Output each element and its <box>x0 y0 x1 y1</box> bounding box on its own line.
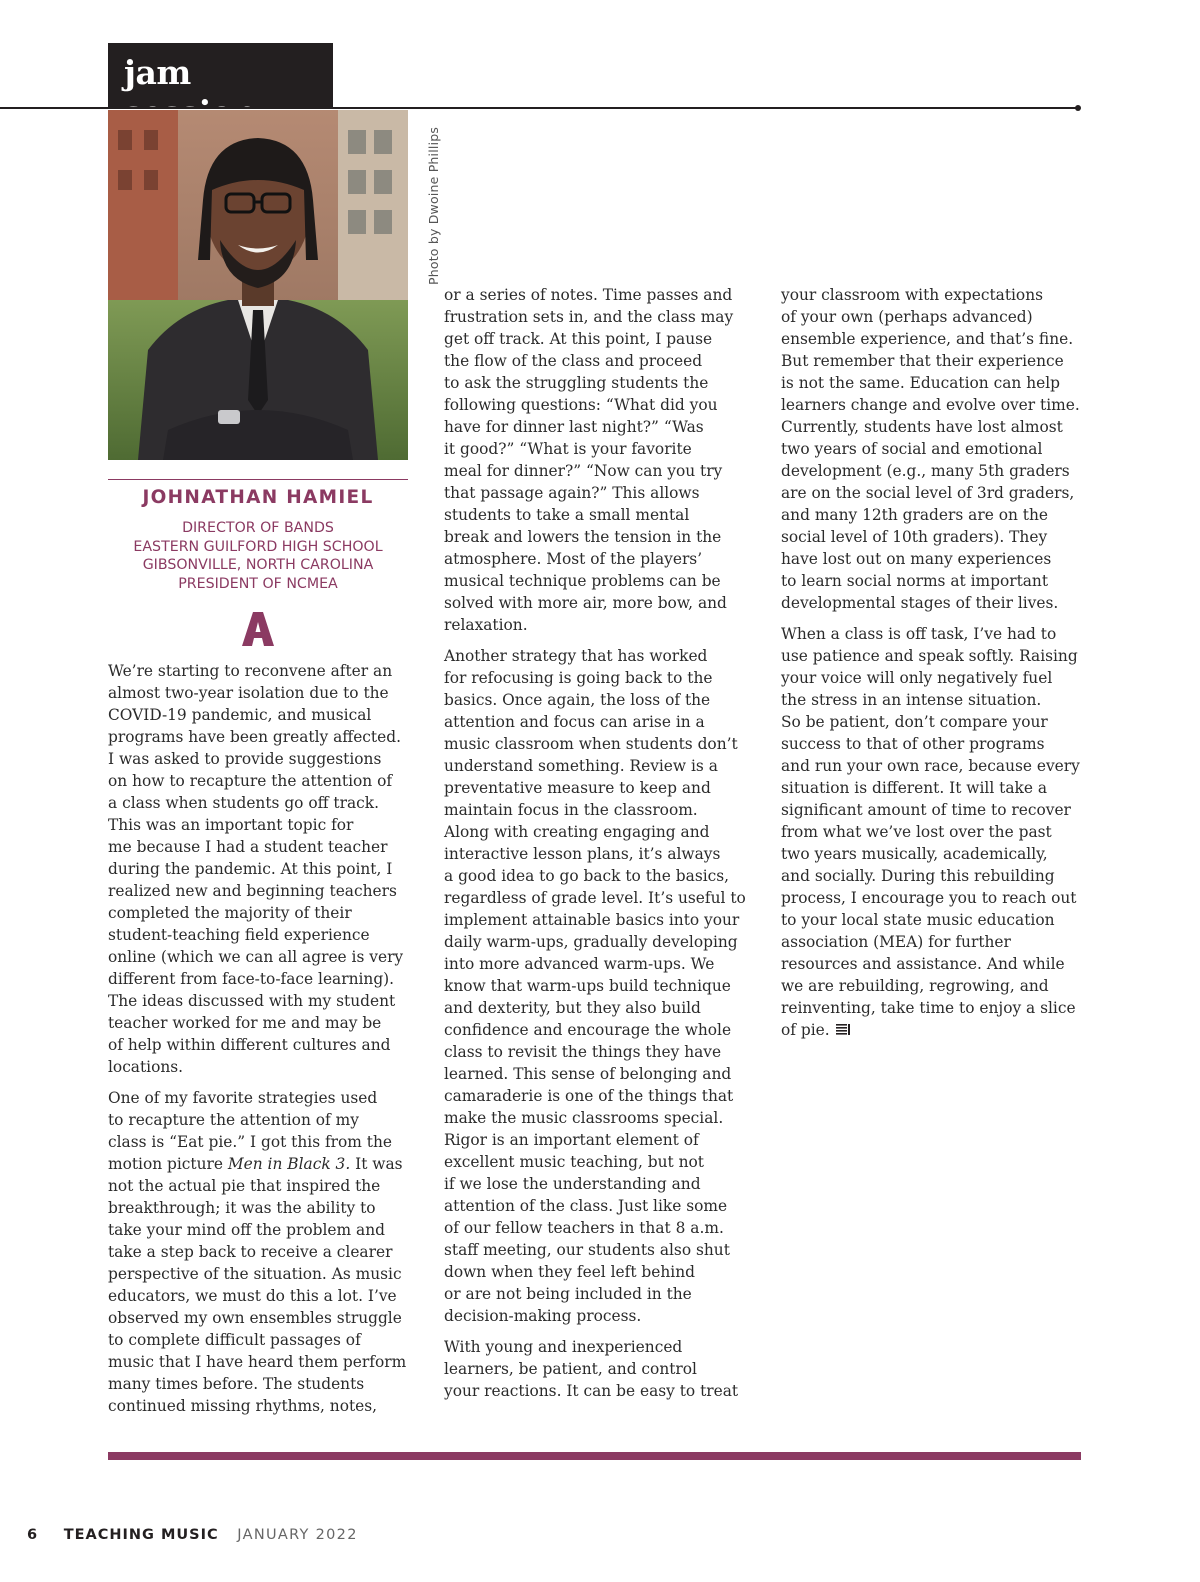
article-line: get off track. At this point, I pause <box>444 330 713 348</box>
article-line: know that warm-ups build technique <box>444 977 731 995</box>
article-column-1 <box>108 660 413 1426</box>
article-line: frustration sets in, and the class may <box>444 308 734 326</box>
article-paragraph <box>444 284 749 636</box>
article-line: meal for dinner?” “Now can you try <box>444 462 723 480</box>
article-line: me because I had a student teacher <box>108 838 388 856</box>
article-line: different from face-to-face learning). <box>108 970 395 988</box>
author-name: JOHNATHAN HAMIEL <box>142 487 374 508</box>
article-line: a class when students go off track. <box>108 794 379 812</box>
article-paragraph <box>108 660 413 1078</box>
article-line: implement attainable basics into your <box>444 911 740 929</box>
article-line: the flow of the class and proceed <box>444 352 703 370</box>
header-rule <box>0 107 1078 109</box>
article-line: music classroom when students don’t <box>444 735 738 753</box>
article-line: many times before. The students <box>108 1375 365 1393</box>
article-line: to recapture the attention of my <box>108 1111 359 1129</box>
article-line: motion picture Men in Black 3. It was <box>108 1155 403 1173</box>
article-line: music that I have heard them perform <box>108 1353 407 1371</box>
article-line: success to that of other programs <box>781 735 1045 753</box>
article-line: But remember that their experience <box>781 352 1064 370</box>
article-line: ensemble experience, and that’s fine. <box>781 330 1074 348</box>
article-line: regardless of grade level. It’s useful to <box>444 889 746 907</box>
article-line: association (MEA) for further <box>781 933 1011 951</box>
article-line: have lost out on many experiences <box>781 550 1052 568</box>
article-line: continued missing rhythms, notes, <box>108 1397 378 1415</box>
article-line: basics. Once again, the loss of the <box>444 691 711 709</box>
article-line: resources and assistance. And while <box>781 955 1065 973</box>
article-line: break and lowers the tension in the <box>444 528 722 546</box>
article-line: One of my favorite strategies used <box>108 1089 378 1107</box>
section-a-icon <box>240 612 276 646</box>
article-line: daily warm-ups, gradually developing <box>444 933 738 951</box>
magazine-name: TEACHING MUSIC <box>63 1527 219 1543</box>
article-line: relaxation. <box>444 616 528 634</box>
article-paragraph <box>444 1336 749 1402</box>
article-line: significant amount of time to recover <box>781 801 1071 819</box>
page-number: 6 <box>27 1527 38 1543</box>
article-line: teacher worked for me and may be <box>108 1014 382 1032</box>
author-photo <box>108 110 408 460</box>
article-line: social level of 10th graders). They <box>781 528 1048 546</box>
article-line: With young and inexperienced <box>444 1338 683 1356</box>
article-line: to learn social norms at important <box>781 572 1049 590</box>
article-line: your voice will only negatively fuel <box>781 669 1053 687</box>
article-line: staff meeting, our students also shut <box>444 1241 730 1259</box>
section-label: jam <box>124 53 191 92</box>
article-line: your reactions. It can be easy to treat <box>444 1382 739 1400</box>
article-line: solved with more air, more bow, and <box>444 594 727 612</box>
article-line: class is “Eat pie.” I got this from the <box>108 1133 392 1151</box>
article-line: Along with creating engaging and <box>444 823 710 841</box>
article-line: or are not being included in the <box>444 1285 692 1303</box>
article-line: learners, be patient, and control <box>444 1360 697 1378</box>
film-title: Men in Black 3. <box>227 1155 351 1173</box>
article-line: attention of the class. Just like some <box>444 1197 728 1215</box>
article-line: make the music classrooms special. <box>444 1109 724 1127</box>
article-column-3 <box>781 284 1086 1050</box>
article-line: attention and focus can arise in a <box>444 713 705 731</box>
article-line: of your own (perhaps advanced) <box>781 308 1033 326</box>
article-line: Currently, students have lost almost <box>781 418 1063 436</box>
article-line: during the pandemic. At this point, I <box>108 860 393 878</box>
article-line: and many 12th graders are on the <box>781 506 1048 524</box>
article-line: I was asked to provide suggestions <box>108 750 382 768</box>
author-photo-illustration <box>108 110 408 460</box>
article-line: if we lose the understanding and <box>444 1175 701 1193</box>
article-line: student-teaching field experience <box>108 926 370 944</box>
article-line: following questions: “What did you <box>444 396 718 414</box>
article-line: is not the same. Education can help <box>781 374 1060 392</box>
article-line: and run your own race, because every <box>781 757 1080 775</box>
article-line: decision-making process. <box>444 1307 642 1325</box>
author-title-line: PRESIDENT OF NCMEA <box>178 575 338 592</box>
article-paragraph <box>781 284 1086 614</box>
author-title-line: EASTERN GUILFORD HIGH SCHOOL <box>133 538 383 555</box>
article-line: to your local state music education <box>781 911 1055 929</box>
article-line: and socially. During this rebuilding <box>781 867 1055 885</box>
article-paragraph <box>108 1087 413 1417</box>
article-line: completed the majority of their <box>108 904 352 922</box>
article-line: developmental stages of their lives. <box>781 594 1059 612</box>
article-line: learners change and evolve over time. <box>781 396 1080 414</box>
article-line: maintain focus in the classroom. <box>444 801 698 819</box>
article-line: programs have been greatly affected. <box>108 728 401 746</box>
article-line: a good idea to go back to the basics, <box>444 867 730 885</box>
article-line: take a step back to receive a clearer <box>108 1243 393 1261</box>
article-line: musical technique problems can be <box>444 572 721 590</box>
article-line: of our fellow teachers in that 8 a.m. <box>444 1219 724 1237</box>
article-line: the stress in an intense situation. <box>781 691 1042 709</box>
article-line: two years musically, academically, <box>781 845 1048 863</box>
article-line: observed my own ensembles struggle <box>108 1309 402 1327</box>
article-line: breakthrough; it was the ability to <box>108 1199 376 1217</box>
article-line: atmosphere. Most of the players’ <box>444 550 703 568</box>
author-title-line: DIRECTOR OF BANDS <box>182 520 334 536</box>
article-line: Another strategy that has worked <box>444 647 708 665</box>
article-line: When a class is off task, I’ve had to <box>781 625 1057 643</box>
article-line: understand something. Review is a <box>444 757 718 775</box>
article-line: educators, we must do this a lot. I’ve <box>108 1287 397 1305</box>
footer-accent-bar <box>108 1452 1081 1460</box>
article-line: The ideas discussed with my student <box>108 992 396 1010</box>
article-line: excellent music teaching, but not <box>444 1153 704 1171</box>
page-footer <box>27 1527 358 1543</box>
article-line: So be patient, don’t compare your <box>781 713 1048 731</box>
article-line: preventative measure to keep and <box>444 779 711 797</box>
article-column-2 <box>444 284 749 1411</box>
article-line: Rigor is an important element of <box>444 1131 699 1149</box>
article-line: are on the social level of 3rd graders, <box>781 484 1075 502</box>
article-line: on how to recapture the attention of <box>108 772 393 790</box>
article-line: we are rebuilding, regrowing, and <box>781 977 1049 995</box>
article-line: of help within different cultures and <box>108 1036 391 1054</box>
article-line: development (e.g., many 5th graders <box>781 462 1070 480</box>
article-line: COVID-19 pandemic, and musical <box>108 706 372 724</box>
article-line: situation is different. It will take a <box>781 779 1047 797</box>
article-line: have for dinner last night?” “Was <box>444 418 704 436</box>
article-line: students to take a small mental <box>444 506 690 524</box>
article-paragraph <box>781 623 1086 1041</box>
article-line: process, I encourage you to reach out <box>781 889 1077 907</box>
article-line: or a series of notes. Time passes and <box>444 286 733 304</box>
article-line: class to revisit the things they have <box>444 1043 722 1061</box>
article-line: learned. This sense of belonging and <box>444 1065 732 1083</box>
photo-credit: Photo by Dwoine Phillips <box>426 126 441 285</box>
article-line: interactive lesson plans, it’s always <box>444 845 721 863</box>
article-line: of pie. <box>781 1019 1086 1041</box>
article-line: This was an important topic for <box>108 816 354 834</box>
author-title-line: GIBSONVILLE, NORTH CAROLINA <box>142 557 374 574</box>
article-line: and dexterity, but they also build <box>444 999 701 1017</box>
end-of-article-icon <box>836 1024 850 1036</box>
article-line: your classroom with expectations <box>781 286 1044 304</box>
article-line: two years of social and emotional <box>781 440 1043 458</box>
article-line: locations. <box>108 1058 184 1076</box>
article-line: almost two-year isolation due to the <box>108 684 389 702</box>
article-line: realized new and beginning teachers <box>108 882 397 900</box>
article-line: take your mind off the problem and <box>108 1221 385 1239</box>
article-line: reinventing, take time to enjoy a slice <box>781 999 1076 1017</box>
article-line: to complete difficult passages of <box>108 1331 361 1349</box>
byline-rule <box>108 479 408 480</box>
article-line: down when they feel left behind <box>444 1263 695 1281</box>
issue-date: JANUARY 2022 <box>237 1527 358 1543</box>
article-line: camaraderie is one of the things that <box>444 1087 734 1105</box>
article-line: confidence and encourage the whole <box>444 1021 732 1039</box>
article-paragraph <box>444 645 749 1327</box>
article-line: not the actual pie that inspired the <box>108 1177 381 1195</box>
article-line: for refocusing is going back to the <box>444 669 713 687</box>
article-line: that passage again?” This allows <box>444 484 700 502</box>
article-line: from what we’ve lost over the past <box>781 823 1052 841</box>
article-line: into more advanced warm-ups. We <box>444 955 715 973</box>
article-line: We’re starting to reconvene after an <box>108 662 393 680</box>
header-rule-endpoint <box>1075 105 1081 111</box>
article-line: online (which we can all agree is very <box>108 948 404 966</box>
author-titles <box>108 519 408 593</box>
section-label-tag <box>108 43 333 107</box>
article-line: it good?” “What is your favorite <box>444 440 692 458</box>
article-line: perspective of the situation. As music <box>108 1265 402 1283</box>
article-line: to ask the struggling students the <box>444 374 709 392</box>
article-line: use patience and speak softly. Raising <box>781 647 1078 665</box>
